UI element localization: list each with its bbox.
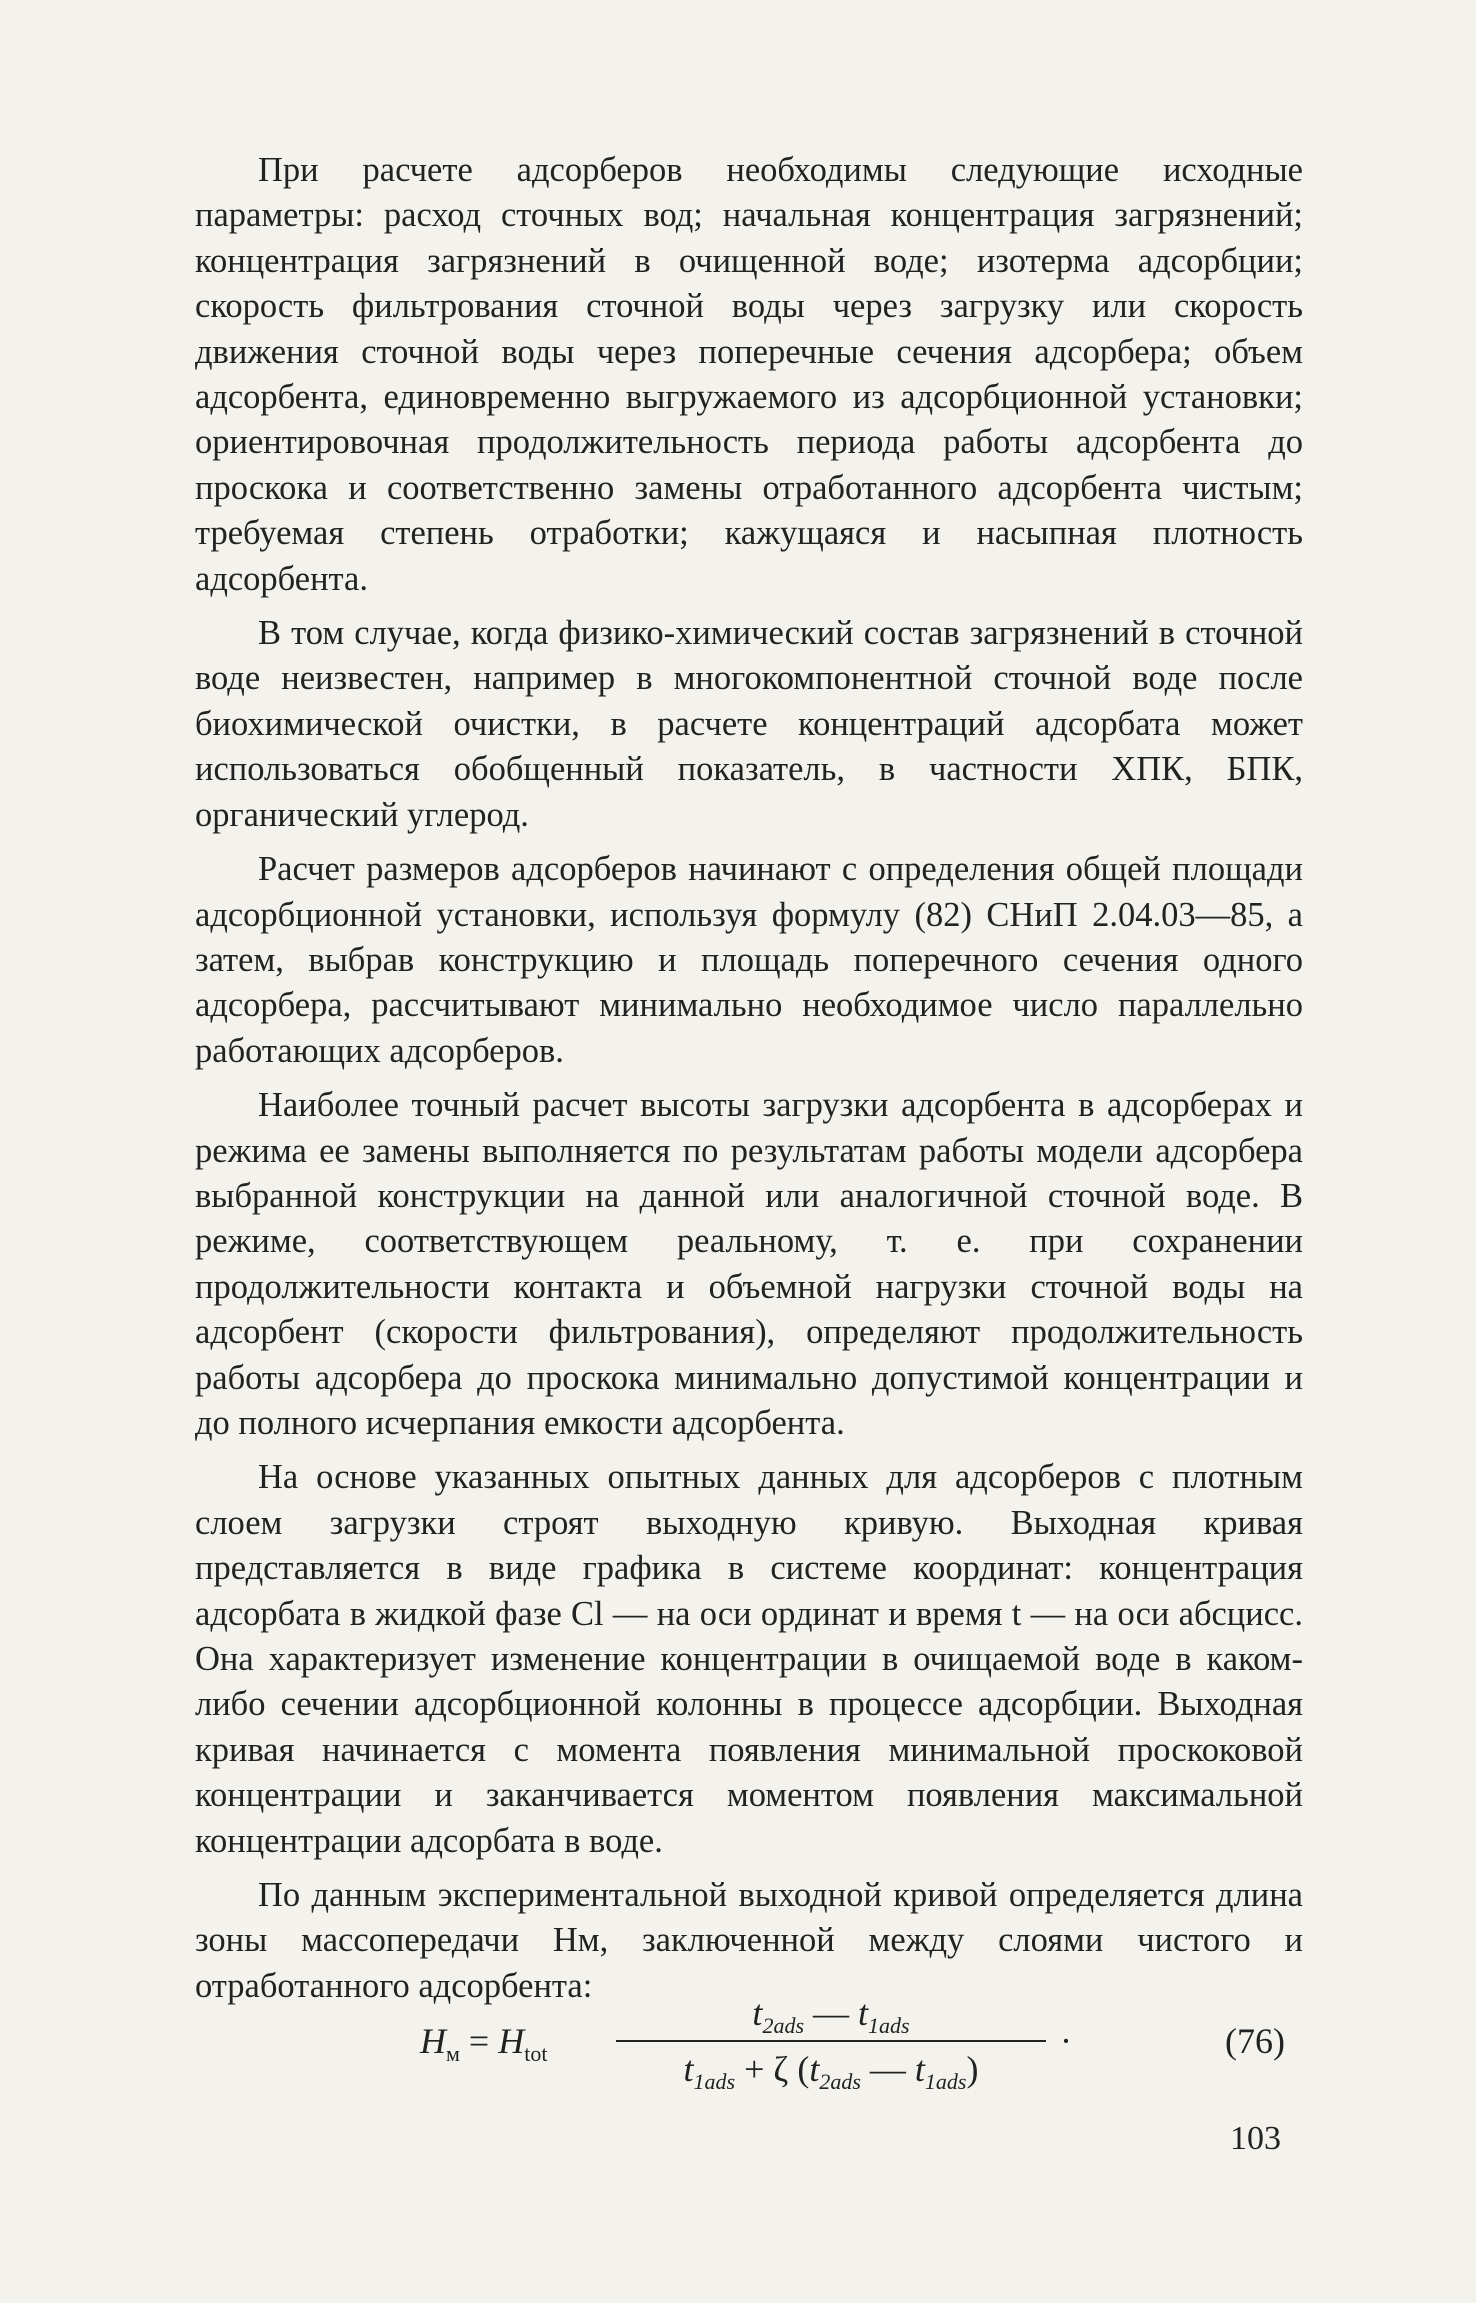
formula-76 bbox=[420, 1990, 1300, 2110]
paragraph-4: Наиболее точный расчет высоты загрузки адсорбента в адсорберах и режима ее замены выполняется по результатам работы модели адсорбера выбранной конструкции на данной или аналогичной сточной воде. В режиме, соответствующем реальному, т. е. при сохранении продолжительности контакта и объемной нагрузки сточной воды на адсорбент (скорости фильтрования), определяют продолжительность работы адсорбера до проскока минимально допустимой концентрации и до полного исчерпания емкости адсорбента. bbox=[195, 1086, 1303, 1442]
fraction-bar bbox=[616, 2040, 1046, 2042]
paragraph-2: В том случае, когда физико-химический состав загрязнений в сточной воде неизвестен, например в многокомпонентной сточной воде после биохимической очистки, в расчете концентраций адсорбата может использоваться обобщенный показатель, в частности ХПК, БПК, органический углерод. bbox=[195, 614, 1303, 834]
page-number: 103 bbox=[1230, 2120, 1281, 2157]
body-text bbox=[195, 148, 1303, 2018]
formula-dot: · bbox=[1060, 2021, 1072, 2061]
paragraph-1: При расчете адсорберов необходимы следующие исходные параметры: расход сточных вод; начальная концентрация загрязнений; концентрация загрязнений в очищенной воде; изотерма адсорбции; скорость фильтрования сточной воды через загрузку или скорость движения сточной воды через поперечные сечения адсорбера; объем адсорбента, единовременно выгружаемого из адсорбционной установки; ориентировочная продолжительность периода работы адсорбента до проскока и соответственно замены отработанного адсорбента чистым; требуемая степень отработки; кажущаяся и насыпная плотность адсорбента. bbox=[195, 151, 1303, 598]
equation-number: (76) bbox=[1225, 2021, 1285, 2061]
paragraph-3: Расчет размеров адсорберов начинают с определения общей площади адсорбционной установки, используя формулу (82) СНиП 2.04.03—85, а затем, выбрав конструкцию и площадь поперечного сечения одного адсорбера, рассчитывают минимально необходимое число параллельно работающих адсорберов. bbox=[195, 850, 1303, 1070]
formula-numerator: $t_{2ads}$ — $t_{1ads}$ bbox=[752, 1993, 910, 2039]
paragraph-6: По данным экспериментальной выходной кривой определяется длина зоны массопередачи Hм, заключенной между слоями чистого и отработанного адсорбента: bbox=[195, 1876, 1303, 2005]
formula-lhs: $H_м = H_{tot}$ bbox=[420, 2021, 548, 2067]
formula-fraction bbox=[616, 1990, 1046, 2095]
formula-denominator: $t_{1ads} + \zeta$ ($t_{2ads}$ — $t_{1ads}$) bbox=[683, 2049, 979, 2095]
paragraph-5: На основе указанных опытных данных для адсорберов с плотным слоем загрузки строят выходную кривую. Выходная кривая представляется в виде графика в системе координат: концентрация адсорбата в жидкой фазе Cl — на оси ординат и время t — на оси абсцисс. Она характеризует изменение концентрации в очищаемой воде в каком-либо сечении адсорбционной колонны в процессе адсорбции. Выходная кривая начинается с момента появления минимальной проскоковой концентрации и заканчивается моментом появления максимальной концентрации адсорбата в воде. bbox=[195, 1458, 1303, 1860]
